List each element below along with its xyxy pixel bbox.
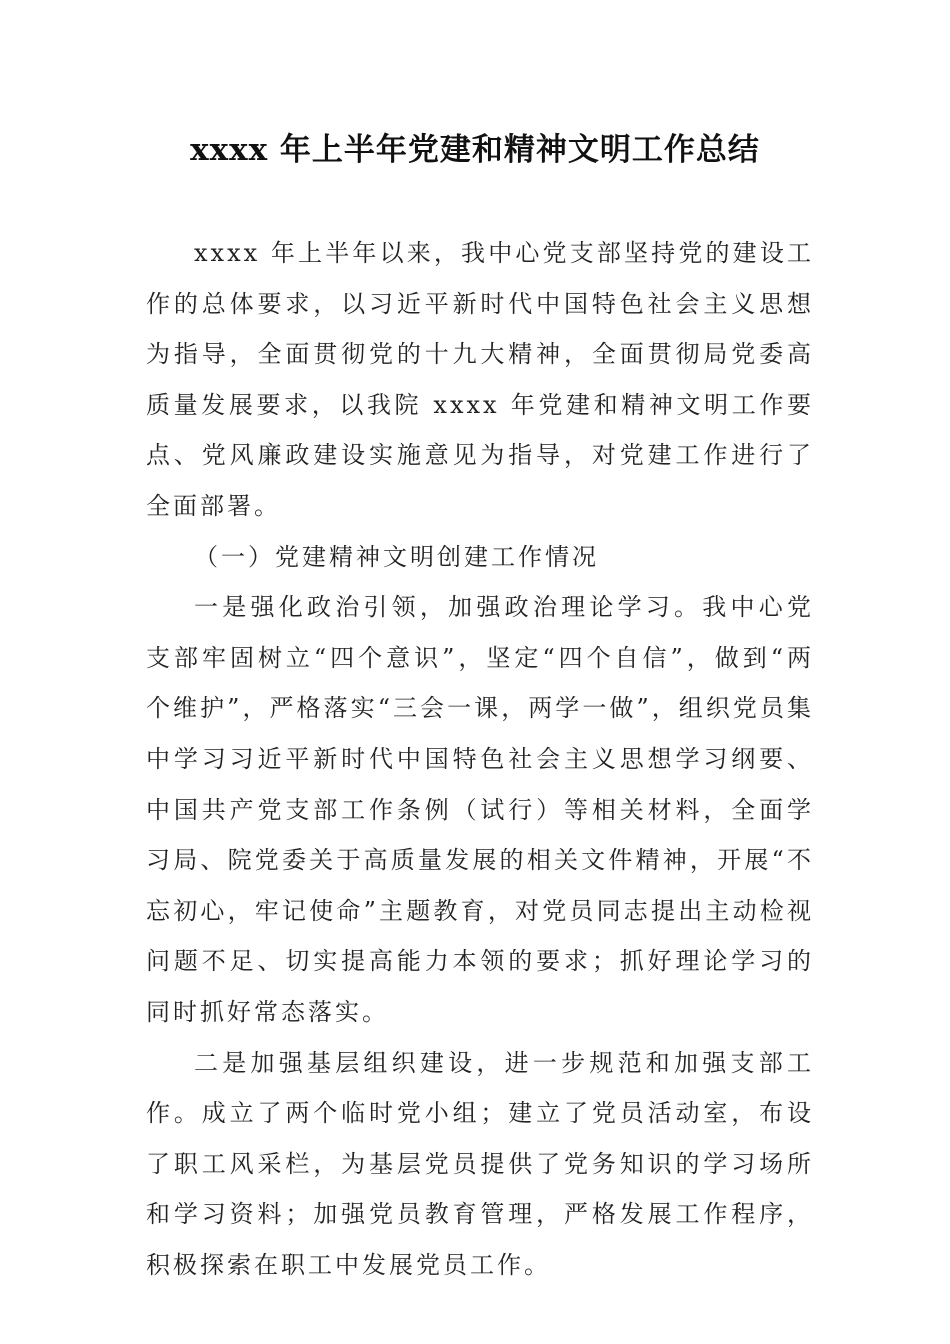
body-paragraph-political: 一是强化政治引领，加强政治理论学习。我中心党支部牢固树立“四个意识”，坚定“四个自信”，做到“两个维护”，严格落实“三会一课，两学一做”，组织党员集中学习习近平新时代中国特色社会主义思想学习纲要、中国共产党支部工作条例（试行）等相关材料，全面学习局、院党委关于高质量发展的相关文件精神，开展“不忘初心，牢记使命”主题教育，对党员同志提出主动检视问题不足、切实提高能力本领的要求；抓好理论学习的同时抓好常态落实。 — [146, 593, 814, 1026]
document-title: xxxx 年上半年党建和精神文明工作总结 — [190, 132, 760, 168]
body-paragraph-organization: 二是加强基层组织建设，进一步规范和加强支部工作。成立了两个临时党小组；建立了党员活动室，布设了职工风采栏，为基层党员提供了党务知识的学习场所和学习资料；加强党员教育管理，严格发展工作程序，积极探索在职工中发展党员工作。 — [146, 1048, 814, 1279]
document-body — [146, 228, 814, 1290]
section-heading: （一）党建精神文明创建工作情况 — [194, 542, 599, 571]
intro-paragraph: xxxx 年上半年以来，我中心党支部坚持党的建设工作的总体要求，以习近平新时代中国特色社会主义思想为指导，全面贯彻党的十九大精神，全面贯彻局党委高质量发展要求，以我院 xxxx 年党建和精神文明工作要点、党风廉政建设实施意见为指导，对党建工作进行了全面部署。 — [146, 239, 814, 520]
